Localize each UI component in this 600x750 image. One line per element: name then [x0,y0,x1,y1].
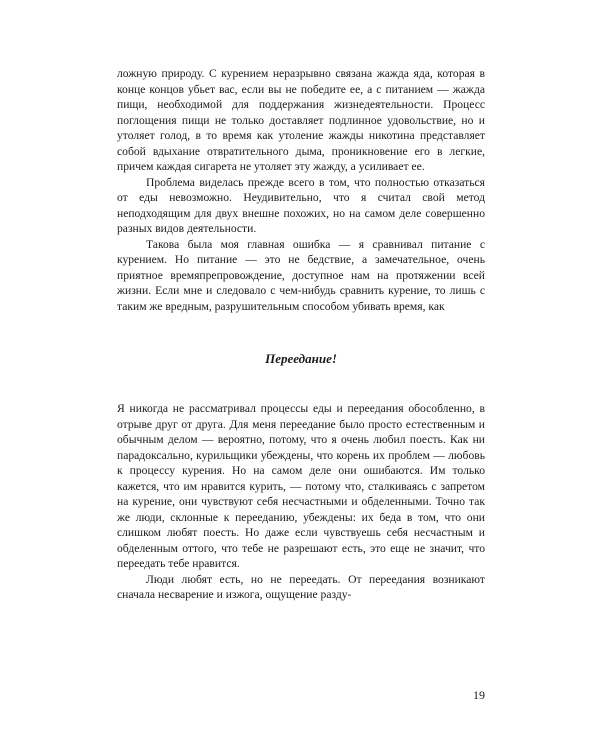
page-number: 19 [473,688,485,702]
paragraph-mistake: Такова была моя главная ошибка — я сравнивал питание с курением. Но питание — это не бедствие, а замечательное, очень приятное времяпрепровождение, доступное нам на протяжении всей жизни. Если мне и следовало с чем-нибудь сравнить курение, то лишь с таким же вредным, разрушительным способом убивать время, как [117,237,485,313]
paragraph-overeating: Я никогда не рассматривал процессы еды и переедания обособленно, в отрыве друг от друга. Для меня переедание было просто естественным и обычным делом — вероятно, потому, что я очень любил поесть. Как ни парадоксально, курильщики убеждены, что корень их проблем — любовь к процессу курения. Но на самом деле они ошибаются. Им только кажется, что им нравится курить, — потому что, сталкиваясь с запретом на курение, они чувствуют себя несчастными и обделенными. Точно так же люди, склонные к перееданию, убеждены: их беда в том, что они слишком любят поесть. Но даже если чувствуешь себя несчастным и обделенным оттого, что тебе не разрешают есть, это еще не значит, что переедать тебе нравится. [117,402,485,570]
paragraph-people-love-eating: Люди любят есть, но не переедать. От переедания возникают сначала несварение и изжога, ощущение разду- [117,572,485,601]
page-body [117,66,485,603]
section-heading: Переедание! [265,351,337,366]
paragraph-continuation: ложную природу. С курением неразрывно связана жажда яда, которая в конце концов убьет вас, если вы не победите ее, а с питанием — жажда пищи, необходимой для поддержания жизнедеятельности. Процесс поглощения пищи не только доставляет подлинное удовольствие, но и утоляет голод, в то время как утоление жажды никотина представляет собой вдыхание отвратительного дыма, проникновение его в легкие, причем каждая сигарета не утоляет эту жажду, а усиливает ее. [117,67,485,173]
paragraph-problem: Проблема виделась прежде всего в том, что полностью отказаться от еды невозможно. Неудивительно, что я считал свой метод неподходящим для двух внешне похожих, но на самом деле совершенно разных видов деятельности. [117,175,485,235]
